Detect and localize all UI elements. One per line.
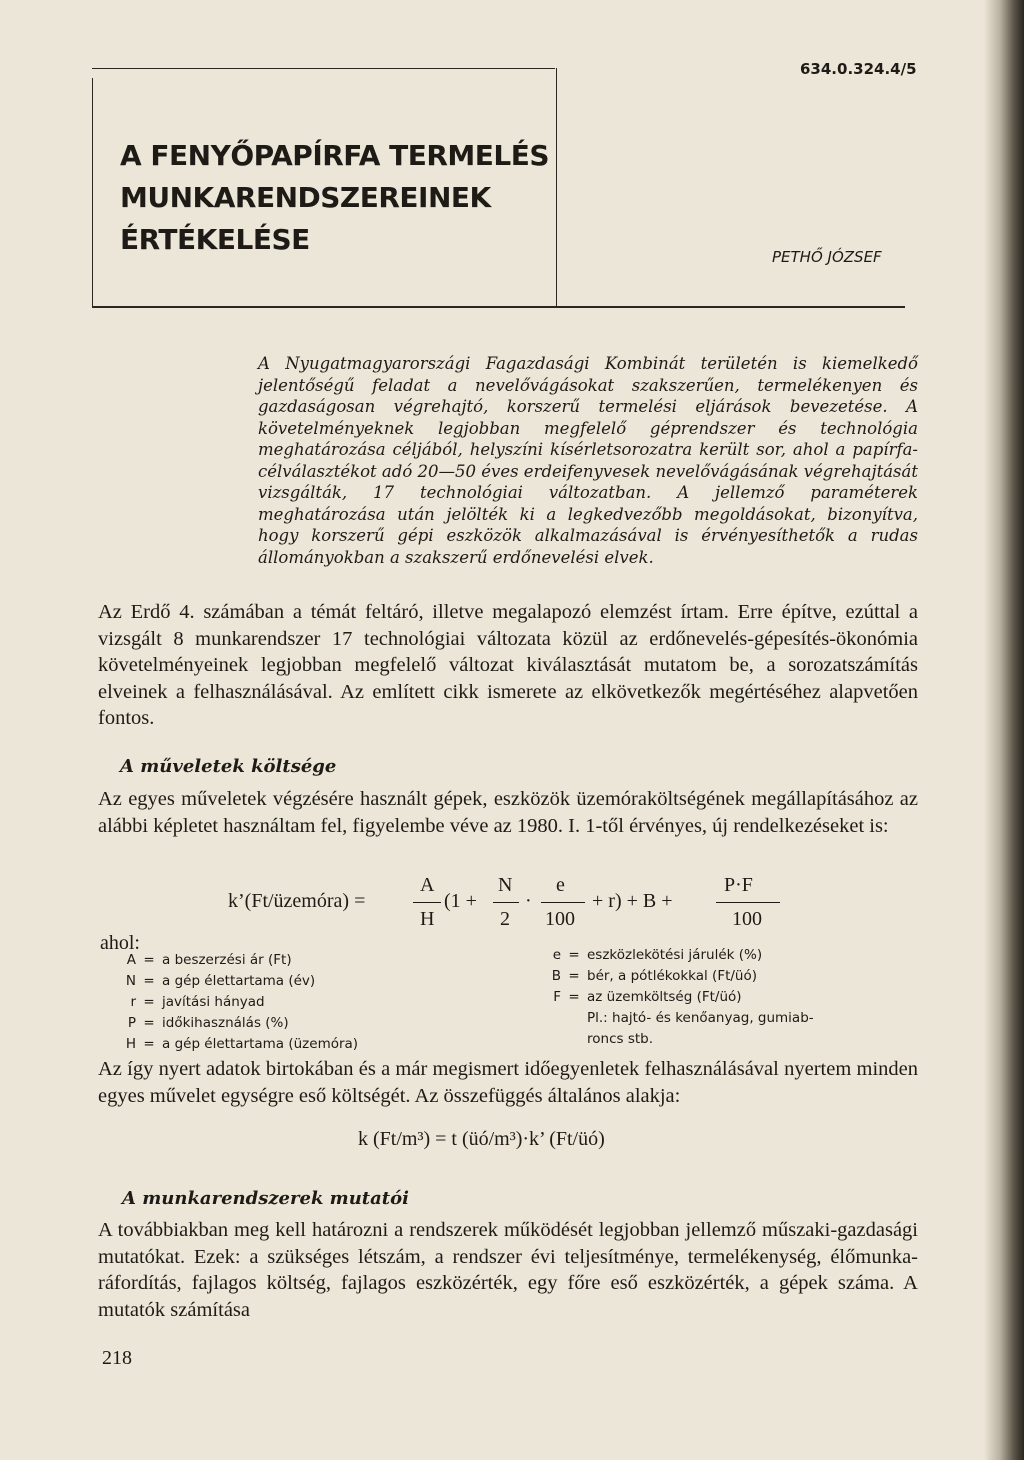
definition-equals: = bbox=[568, 989, 580, 1005]
title-line-3: ÉRTÉKELÉSE bbox=[120, 223, 310, 256]
fraction-bar-e-100 bbox=[541, 902, 585, 903]
unit-cost-formula: k (Ft/m³) = t (üó/m³)·k’ (Ft/üó) bbox=[358, 1128, 605, 1150]
definition-symbol: F bbox=[553, 989, 561, 1005]
definition-symbol bbox=[527, 1029, 561, 1050]
title-box-bottom-rule bbox=[92, 306, 905, 308]
section-heading-costs: A műveletek költsége bbox=[120, 756, 337, 777]
definition-symbol: A bbox=[126, 952, 136, 968]
definition-text: eszközlekötési járulék (%) bbox=[587, 947, 763, 963]
definition-equals: = bbox=[143, 994, 155, 1010]
definition-text: a gép élettartama (év) bbox=[162, 973, 316, 989]
fraction-bar-A-H bbox=[413, 902, 441, 903]
definition-equals: = bbox=[143, 1015, 155, 1031]
definition-row bbox=[102, 971, 442, 992]
definition-symbol: e bbox=[552, 947, 561, 963]
definition-row bbox=[102, 1034, 442, 1055]
abstract: A Nyugatmagyarországi Fagazdasági Kombinát területén is kiemelkedő jelentőségű feladat a nevelővágásokat szakszerűen, termelékenyen és gazdaságosan végrehajtó, korszerű termelési eljárások bevezetése. A követelményeknek legjobban megfelelő géprendszer és technológia meghatározása céljából, helyszíni kísérletsorozatra került sor, ahol a papírfa-célválasztékot adó 20—50 éves erdeifenyvesek nevelővágásának végrehajtását vizsgálták, 17 technológiai változatban. A jellemző paraméterek meghatározása után jelölték ki a legkedvezőbb megoldásokat, bizonyítva, hogy korszerű gépi eszközök alkalmazásával is érvényesíthetők a rudas állományokban a szakszerű erdőnevelési elvek. bbox=[258, 354, 918, 567]
definition-symbol: r bbox=[130, 994, 136, 1010]
definition-equals bbox=[561, 1008, 587, 1029]
article-title bbox=[120, 135, 550, 261]
fraction-bar-PF-100 bbox=[716, 902, 780, 903]
book-spine-shadow bbox=[984, 0, 1024, 1460]
classification-code: 634.0.324.4/5 bbox=[800, 60, 917, 78]
title-line-2: MUNKARENDSZEREINEK bbox=[120, 181, 491, 214]
formula-den-H: H bbox=[420, 908, 435, 930]
definition-row bbox=[527, 966, 917, 987]
definition-text: Pl.: hajtó- és kenőanyag, gumiab- bbox=[587, 1010, 814, 1026]
formula-num-PF: P·F bbox=[724, 874, 753, 896]
formula-dot: · bbox=[525, 890, 532, 912]
formula-lhs: k’(Ft/üzemóra) = bbox=[228, 890, 366, 912]
definition-row bbox=[527, 945, 917, 966]
title-box-top-rule bbox=[92, 68, 555, 69]
definition-equals bbox=[561, 1029, 587, 1050]
formula-den-2: 2 bbox=[500, 908, 510, 930]
formula-num-A: A bbox=[420, 874, 435, 896]
formula-den-100a: 100 bbox=[545, 908, 575, 930]
definition-equals: = bbox=[143, 952, 155, 968]
definitions-label: ahol: bbox=[100, 932, 140, 954]
formula-den-100b: 100 bbox=[732, 908, 762, 930]
definition-text: időkihasználás (%) bbox=[162, 1015, 289, 1031]
cost-formula bbox=[228, 868, 788, 938]
definition-equals: = bbox=[143, 973, 155, 989]
definition-text: a gép élettartama (üzemóra) bbox=[162, 1036, 359, 1052]
definition-row bbox=[527, 1029, 917, 1050]
definitions-right bbox=[527, 945, 917, 1050]
title-box-right-rule bbox=[556, 68, 557, 306]
author-name: PETHŐ JÓZSEF bbox=[772, 248, 882, 266]
definition-text: javítási hányad bbox=[162, 994, 265, 1010]
definition-row bbox=[102, 950, 442, 971]
definition-symbol bbox=[527, 1008, 561, 1029]
formula-num-N: N bbox=[498, 874, 513, 896]
definition-row bbox=[527, 987, 917, 1008]
section-heading-indicators: A munkarendszerek mutatói bbox=[122, 1188, 409, 1209]
definition-text: bér, a pótlékokkal (Ft/üó) bbox=[587, 968, 758, 984]
definition-text: az üzemköltség (Ft/üó) bbox=[587, 989, 742, 1005]
definition-equals: = bbox=[143, 1036, 155, 1052]
definition-symbol: P bbox=[127, 1015, 136, 1031]
definition-text: roncs stb. bbox=[587, 1031, 654, 1047]
costs-paragraph-1: Az egyes műveletek végzésére használt gépek, eszközök üzemóraköltségének megállapításához az alábbi képletet használtam fel, figyelembe véve az 1980. I. 1-től érvényes, új rendelkezéseket is: bbox=[98, 788, 918, 837]
definition-equals: = bbox=[568, 968, 580, 984]
definition-row bbox=[102, 1013, 442, 1034]
fraction-bar-N-2 bbox=[493, 902, 519, 903]
costs-paragraph-2: Az így nyert adatok birtokában és a már megismert időegyenletek felhasználásával nyertem minden egyes művelet egységre eső költségét. Az összefüggés általános alakja: bbox=[98, 1058, 918, 1107]
definition-symbol: H bbox=[125, 1036, 136, 1052]
title-line-1: A FENYŐPAPÍRFA TERMELÉS bbox=[120, 139, 550, 172]
definition-text: a beszerzési ár (Ft) bbox=[162, 952, 292, 968]
title-box-left-rule bbox=[92, 78, 93, 306]
intro-paragraph: Az Erdő 4. számában a témát feltáró, illetve megalapozó elemzést írtam. Erre építve, ezúttal a vizsgált 8 munkarendszer 17 technológiai változata közül az erdőnevelés-gépesítés-ökonómia követelményeinek legjobban megfelelő változat kiválasztását mutatom be, a sorozatszámítás elveinek a felhasználásával. Az említett cikk ismerete az elkövetkezők megértéséhez alapvetően fontos. bbox=[98, 601, 918, 729]
definition-row bbox=[527, 1008, 917, 1029]
indicators-paragraph: A továbbiakban meg kell határozni a rendszerek működését legjobban jellemző műszaki-gazdasági mutatókat. Ezek: a szükséges létszám, a rendszer évi teljesítménye, termelékenység, élőmunka-ráfordítás, fajlagos költség, fajlagos eszközérték, egy főre eső eszközérték, a gépek száma. A mutatók számítása bbox=[98, 1219, 918, 1321]
formula-mid: + r) + B + bbox=[592, 890, 673, 912]
page-number: 218 bbox=[102, 1347, 132, 1369]
definition-symbol: N bbox=[125, 973, 136, 989]
definitions-left bbox=[102, 950, 442, 1055]
formula-open: (1 + bbox=[444, 890, 477, 912]
definition-symbol: B bbox=[551, 968, 561, 984]
formula-num-e: e bbox=[556, 874, 565, 896]
definition-equals: = bbox=[568, 947, 580, 963]
definition-row bbox=[102, 992, 442, 1013]
